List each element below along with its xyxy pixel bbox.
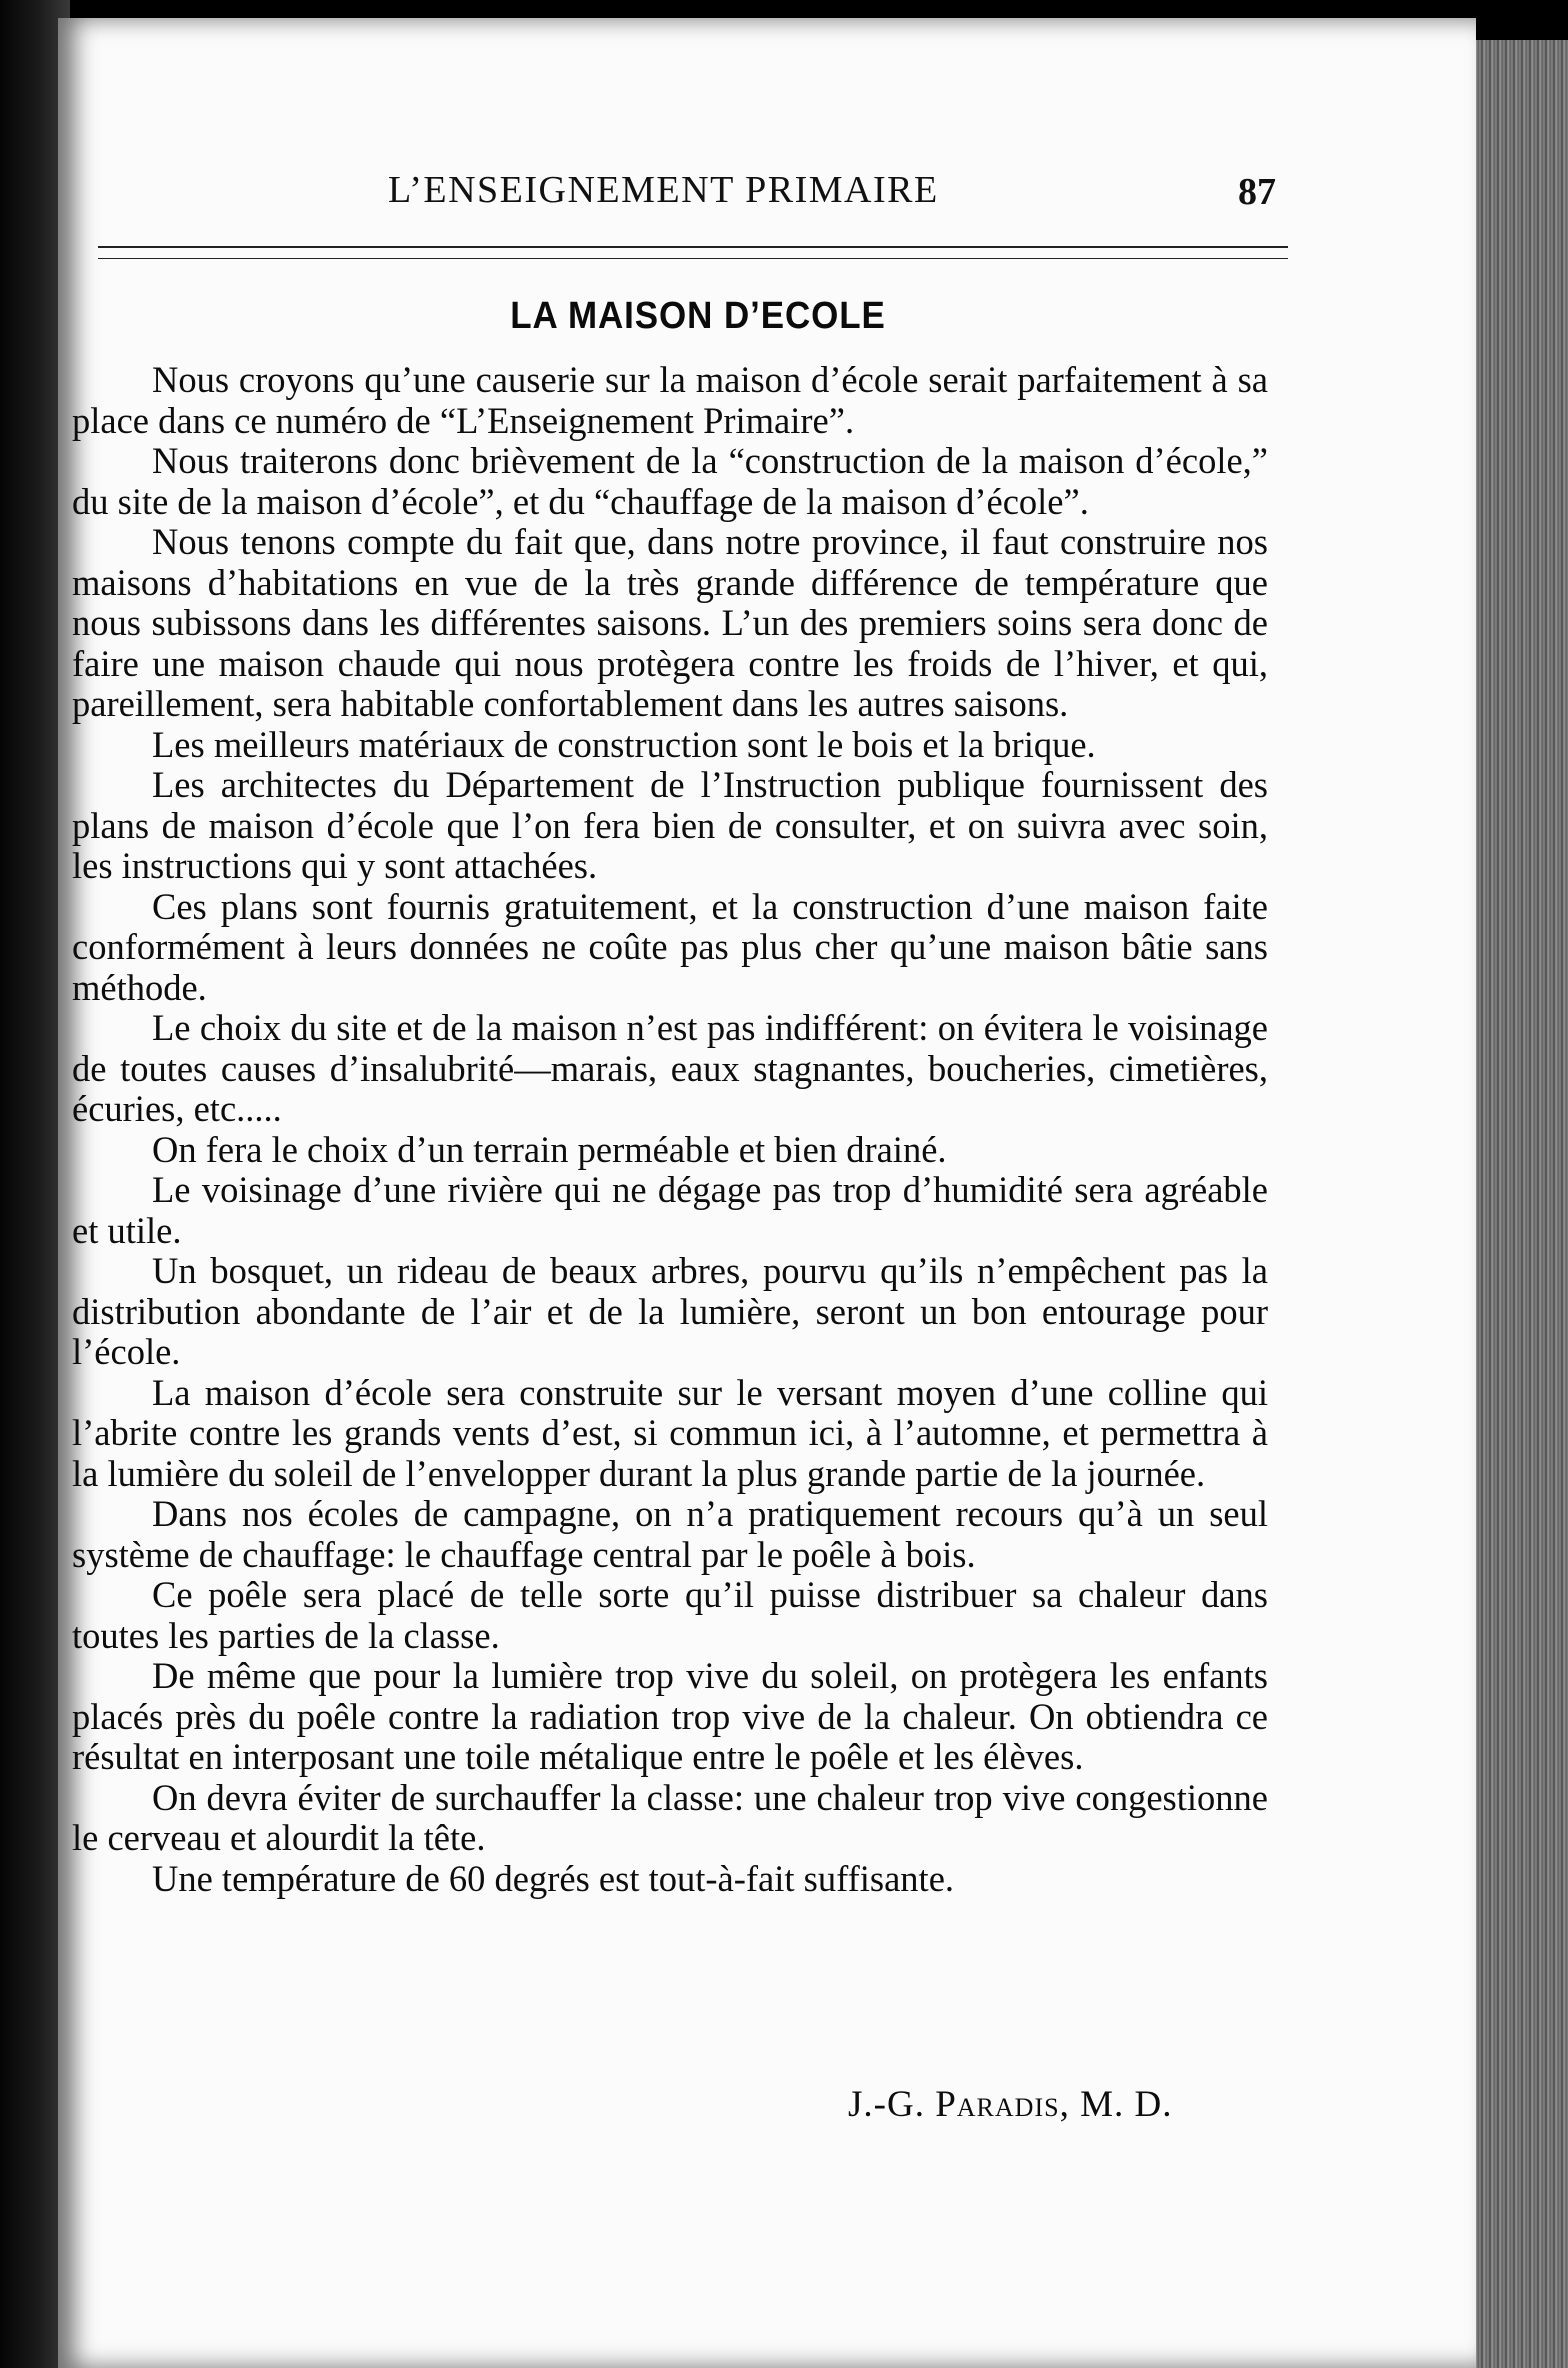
- paragraph: On devra éviter de surchauffer la classe: une chaleur trop vive congestionne le cerveau et alourdit la tête.: [72, 1776, 1268, 1858]
- paragraph: On fera le choix d’un terrain perméable et bien drainé.: [152, 1128, 947, 1170]
- paragraph: Nous croyons qu’une causerie sur la maison d’école serait parfaitement à sa place dans ce numéro de “L’Enseignement Primaire”.: [72, 359, 1268, 441]
- page-number: 87: [1238, 171, 1276, 213]
- article-body: [72, 360, 1268, 1899]
- header-rule-thin: [98, 258, 1288, 259]
- paragraph: De même que pour la lumière trop vive du soleil, on protègera les enfants placés près du poêle contre la radiation trop vive de la chaleur. On obtiendra ce résultat en interposant une toile métalique entre le poêle et les élèves.: [72, 1655, 1268, 1777]
- paragraph: Les architectes du Département de l’Instruction publique fournissent des plans de maison d’école que l’on fera bien de consulter, et on suivra avec soin, les instructions qui y sont attachées.: [72, 764, 1268, 886]
- paragraph: Un bosquet, un rideau de beaux arbres, pourvu qu’ils n’empêchent pas la distribution abondante de l’air et de la lumière, seront un bon entourage pour l’école.: [72, 1250, 1268, 1372]
- paragraph: Dans nos écoles de campagne, on n’a pratiquement recours qu’à un seul système de chauffage: le chauffage central par le poêle à bois.: [72, 1493, 1268, 1575]
- page-edges: [1470, 40, 1568, 2368]
- book-page: [58, 18, 1476, 2368]
- signature-suffix: , M. D.: [1059, 2084, 1173, 2125]
- paragraph: Les meilleurs matériaux de construction sont le bois et la brique.: [152, 723, 1096, 765]
- article-title: LA MAISON D’ECOLE: [510, 295, 886, 337]
- paragraph: Nous tenons compte du fait que, dans notre province, il faut construire nos maisons d’habitations en vue de la très grande différence de température que nous subissons dans les différentes saisons. L’un des premiers soins sera donc de faire une maison chaude qui nous protègera contre les froids de l’hiver, et qui, pareillement, sera habitable confortablement dans les autres saisons.: [72, 521, 1268, 724]
- signature-initials: J.-G.: [848, 2084, 936, 2125]
- paragraph: Ces plans sont fournis gratuitement, et la construction d’une maison faite conformément à leurs données ne coûte pas plus cher qu’une maison bâtie sans méthode.: [72, 885, 1268, 1008]
- header-rule: [98, 246, 1288, 248]
- paragraph: Nous traiterons donc brièvement de la “construction de la maison d’école,” du site de la maison d’école”, et du “chauffage de la maison d’école”.: [72, 440, 1268, 522]
- paragraph: Le choix du site et de la maison n’est pas indifférent: on évitera le voisinage de toutes causes d’insalubrité—marais, eaux stagnantes, boucheries, cimetières, écuries, etc.....: [72, 1007, 1268, 1129]
- running-title: L’ENSEIGNEMENT PRIMAIRE: [388, 169, 939, 211]
- signature-name: Paradis: [935, 2084, 1060, 2125]
- paragraph: Ce poêle sera placé de telle sorte qu’il puisse distribuer sa chaleur dans toutes les parties de la classe.: [72, 1574, 1268, 1656]
- paragraph: Le voisinage d’une rivière qui ne dégage pas trop d’humidité sera agréable et utile.: [72, 1169, 1268, 1251]
- paragraph: La maison d’école sera construite sur le versant moyen d’une colline qui l’abrite contre les grands vents d’est, si commun ici, à l’automne, et permettra à la lumière du soleil de l’envelopper durant la plus grande partie de la journée.: [72, 1371, 1268, 1494]
- author-signature: [848, 2083, 1172, 2126]
- paragraph: Une température de 60 degrés est tout-à-fait suffisante.: [152, 1857, 955, 1899]
